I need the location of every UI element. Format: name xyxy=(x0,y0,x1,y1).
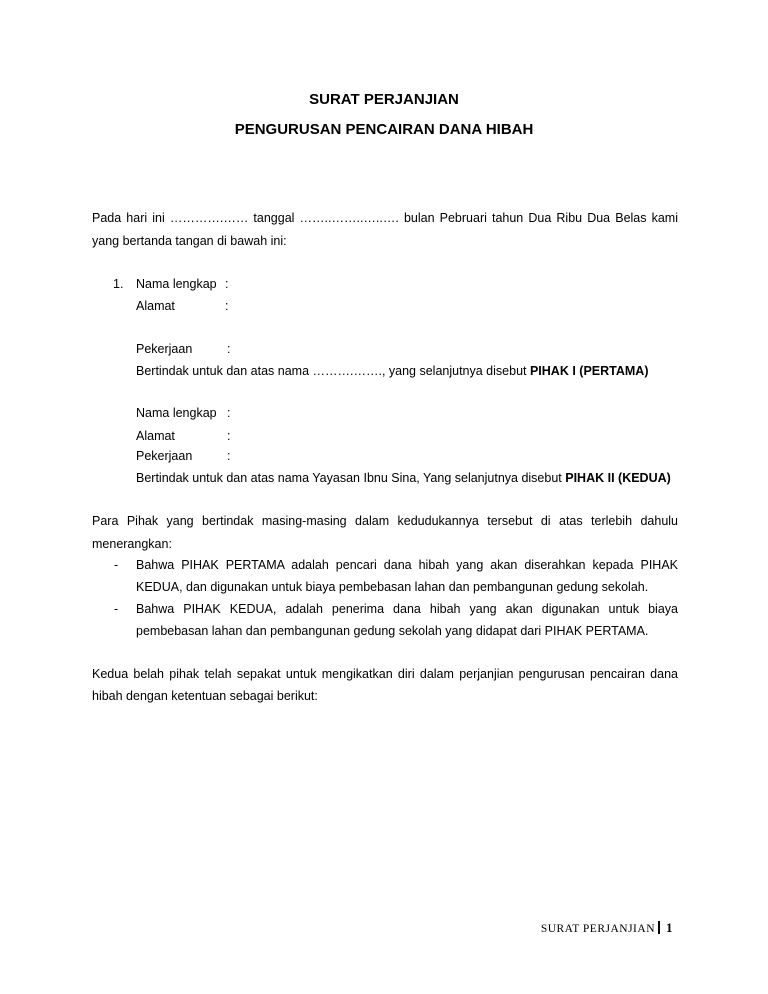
party-1-acting-text: Bertindak untuk dan atas nama ……….……., yang selanjutnya disebut xyxy=(136,364,530,378)
intro-line-2: yang bertanda tangan di bawah ini: xyxy=(92,234,287,248)
party-2-designation: PIHAK II (KEDUA) xyxy=(565,471,671,485)
party-1-nama-colon: : xyxy=(225,277,229,291)
page-number: 1 xyxy=(666,920,673,935)
footer-label: SURAT PERJANJIAN xyxy=(540,923,655,935)
para-2-line-2: menerangkan: xyxy=(92,537,172,551)
bullet-1-line-1: Bahwa PIHAK PERTAMA adalah pencari dana hibah yang akan diserahkan kepada PIHAK xyxy=(136,558,678,572)
party-1-alamat-colon: : xyxy=(225,299,229,313)
bullet-2-line-1: Bahwa PIHAK KEDUA, adalah penerima dana hibah yang akan digunakan untuk biaya xyxy=(136,602,678,616)
page-footer xyxy=(541,920,673,936)
party-1-acting-line xyxy=(136,364,648,378)
party-2-alamat-colon: : xyxy=(227,429,231,443)
party-2-pekerjaan-colon: : xyxy=(227,449,231,463)
document-subtitle: PENGURUSAN PENCAIRAN DANA HIBAH xyxy=(234,121,534,138)
party-2-nama-label: Nama lengkap xyxy=(136,406,217,420)
bullet-2-line-2: pembebasan lahan dan pembangunan gedung sekolah yang didapat dari PIHAK PERTAMA. xyxy=(136,624,649,638)
party-2-alamat-label: Alamat xyxy=(136,429,175,443)
party-2-nama-colon: : xyxy=(227,406,231,420)
bullet-2-dash: - xyxy=(114,602,119,616)
party-1-number: 1. xyxy=(113,277,124,291)
footer-divider xyxy=(658,921,660,934)
party-2-pekerjaan-label: Pekerjaan xyxy=(136,449,193,463)
document-title: SURAT PERJANJIAN xyxy=(309,91,459,108)
party-1-nama-label: Nama lengkap xyxy=(136,277,217,291)
intro-line-1: Pada hari ini ………….…… tanggal ……..……..…..…. bulan Pebruari tahun Dua Ribu Dua Belas kami xyxy=(92,211,678,225)
para-3-line-2: hibah dengan ketentuan sebagai berikut: xyxy=(92,689,318,703)
para-2-line-1: Para Pihak yang bertindak masing-masing dalam kedudukannya tersebut di atas terlebih dahulu xyxy=(92,514,678,528)
party-1-alamat-label: Alamat xyxy=(136,299,175,313)
party-2-acting-text: Bertindak untuk dan atas nama Yayasan Ibnu Sina, Yang selanjutnya disebut xyxy=(136,471,566,485)
party-2-acting-line xyxy=(136,471,671,485)
party-1-designation: PIHAK I (PERTAMA) xyxy=(529,364,649,378)
party-1-pekerjaan-colon: : xyxy=(227,342,231,356)
bullet-1-line-2: KEDUA, dan digunakan untuk biaya pembebasan lahan dan pembangunan gedung sekolah. xyxy=(136,580,649,594)
bullet-1-dash: - xyxy=(114,558,119,572)
para-3-line-1: Kedua belah pihak telah sepakat untuk mengikatkan diri dalam perjanjian pengurusan pencairan dana xyxy=(92,667,678,681)
party-1-pekerjaan-label: Pekerjaan xyxy=(136,342,193,356)
